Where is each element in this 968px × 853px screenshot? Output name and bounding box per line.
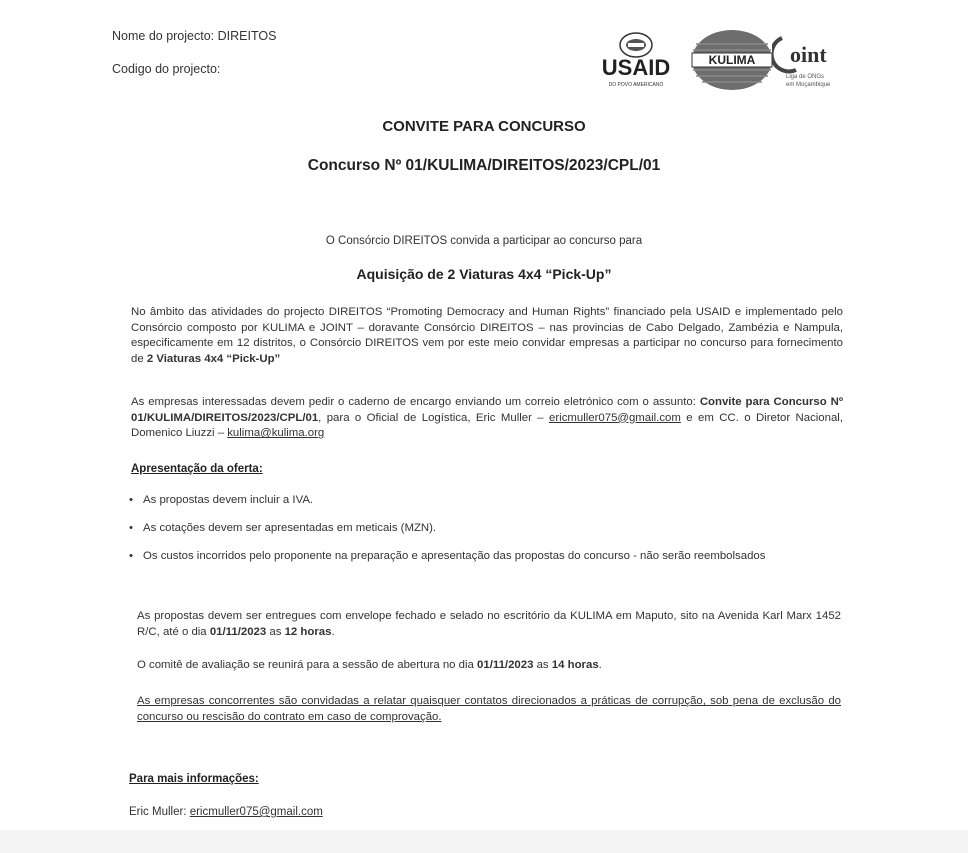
opening-text-2: as <box>533 659 552 671</box>
paragraph-delivery <box>137 609 841 640</box>
paragraph-corruption: As empresas concorrentes são convidadas a relatar quaisquer contatos direcionados a práticas de corrupção, sob pena de exclusão do concurso ou rescisão do contrato em caso de comprovação. <box>137 695 841 723</box>
opening-date: 01/11/2023 <box>477 659 534 671</box>
delivery-date: 01/11/2023 <box>209 625 267 638</box>
email-link-kulima[interactable]: kulima@kulima.org <box>227 427 325 440</box>
delivery-time: 12 horas <box>284 625 332 638</box>
request-text-1: As empresas interessadas devem pedir o caderno de encargo enviando um correio eletrónico com o assunto: <box>131 396 700 408</box>
opening-text-3: . <box>598 659 602 671</box>
subject-title: Aquisição de 2 Viaturas 4x4 “Pick-Up” <box>356 266 612 282</box>
email-link-eric[interactable]: ericmuller075@gmail.com <box>549 411 681 424</box>
kulima-logo-text: KULIMA <box>708 53 756 67</box>
paragraph-scope-bold: 2 Viaturas 4x4 “Pick-Up” <box>146 352 281 365</box>
request-text-3: e em CC. o Diretor Nacional, Domenico Liuzzi – <box>131 411 843 440</box>
joint-logo <box>772 30 844 92</box>
opening-time: 14 horas <box>551 659 599 671</box>
contact-email-link[interactable]: ericmuller075@gmail.com <box>189 806 323 818</box>
project-code: Codigo do projecto: <box>112 62 221 76</box>
bullet-item <box>129 494 313 506</box>
paragraph-scope <box>131 305 843 367</box>
contact-label: Eric Muller: <box>129 806 190 818</box>
usaid-logo-subtitle: DO POVO AMERICANO <box>608 82 664 88</box>
page-title: CONVITE PARA CONCURSO <box>382 118 586 135</box>
project-name: Nome do projecto: DIREITOS <box>112 29 277 43</box>
bullet-icon: • <box>129 550 133 562</box>
contact-line <box>129 806 323 818</box>
bullet-icon: • <box>129 494 133 506</box>
bullet-item <box>129 550 765 562</box>
request-subject-bold: Convite para Concurso Nº 01/KULIMA/DIREITOS/2023/CPL/01 <box>131 396 843 424</box>
opening-text-1: O comitê de avaliação se reunirá para a sessão de abertura no dia <box>137 659 478 671</box>
delivery-text-2: as <box>266 625 285 638</box>
usaid-logo <box>590 30 682 90</box>
usaid-logo-text: USAID <box>601 55 671 80</box>
bullet-item <box>129 522 436 534</box>
paragraph-opening <box>137 658 841 674</box>
paragraph-scope-text: No âmbito das atividades do projecto DIREITOS “Promoting Democracy and Human Rights” financiado pela USAID e implementado pelo Consórcio composto por KULIMA e JOINT – doravante Consórcio DIREITOS – nas provincias de Cabo Delgado, Zambézia e Nampula, especificamente em 12 distritos, o Consórcio DIREITOS vem por este meio convidar empresas a participar no concurso para fornecimento de <box>131 306 843 365</box>
kulima-logo <box>690 28 774 92</box>
more-info-heading: Para mais informações: <box>129 773 259 785</box>
joint-logo-subtitle-1: Liga de ONGs <box>786 74 825 80</box>
tender-reference: Concurso Nº 01/KULIMA/DIREITOS/2023/CPL/01 <box>307 157 661 174</box>
bullet-icon: • <box>129 522 133 534</box>
bullet-text: As cotações devem ser apresentadas em meticais (MZN). <box>143 522 437 534</box>
delivery-text-1: As propostas devem ser entregues com envelope fechado e selado no escritório da KULIMA em Maputo, sito na Avenida Karl Marx 1452 R/C, até o dia <box>137 610 841 638</box>
joint-logo-text: oint <box>790 42 827 67</box>
bullet-text: Os custos incorridos pelo proponente na preparação e apresentação das propostas do concurso - não serão reembolsados <box>143 550 766 562</box>
delivery-text-3: . <box>331 625 335 638</box>
offer-heading: Apresentação da oferta: <box>131 463 263 475</box>
bullet-text: As propostas devem incluir a IVA. <box>143 494 314 506</box>
intro-text: O Consórcio DIREITOS convida a participar ao concurso para <box>325 235 643 247</box>
joint-logo-subtitle-2: em Moçambique <box>786 82 831 88</box>
paragraph-request <box>131 395 843 442</box>
page-bottom-band <box>0 830 968 853</box>
request-text-2: , para o Oficial de Logística, Eric Muller – <box>318 411 550 424</box>
